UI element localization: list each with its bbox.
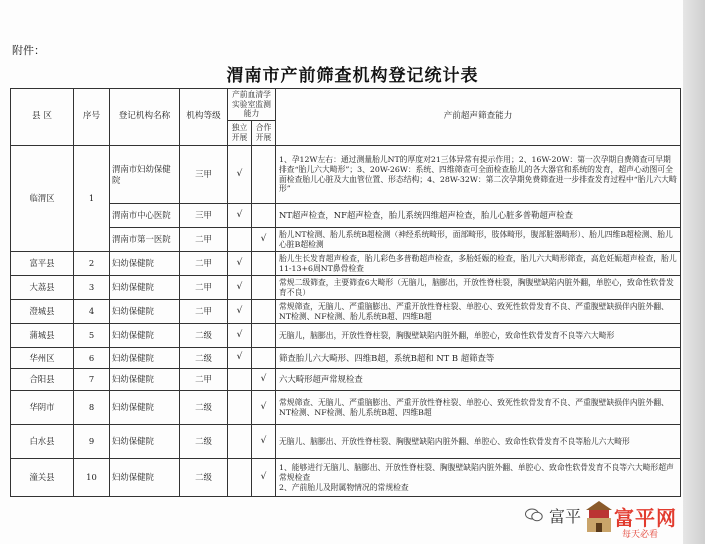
watermark-brand: 富平网	[614, 506, 677, 530]
capability-cell: 常规筛查，无脑儿、严重脑膨出、严重开放性脊柱裂、单腔心、致死性软骨发育不良、严重腹壁缺损伴内脏外翻、NT检测、NF检测、胎儿系统B超、四维B超	[276, 300, 681, 324]
table-row	[11, 324, 681, 348]
county-cell: 富平县	[11, 252, 74, 276]
level-cell: 二甲	[180, 369, 228, 391]
county-cell: 大荔县	[11, 276, 74, 300]
city-gate-icon	[584, 498, 614, 534]
level-cell: 二级	[180, 425, 228, 459]
county-cell: 合阳县	[11, 369, 74, 391]
table-row	[11, 276, 681, 300]
number-cell: 4	[74, 300, 110, 324]
table-row	[11, 425, 681, 459]
level-cell: 三甲	[180, 146, 228, 204]
table-row	[11, 459, 681, 497]
header-lab-group: 产前血清学实验室监测能力	[228, 89, 276, 121]
header-ultrasound: 产前超声筛查能力	[276, 89, 681, 146]
number-cell: 5	[74, 324, 110, 348]
independent-check: √	[228, 324, 252, 348]
header-independent: 独立开展	[228, 121, 252, 146]
institution-cell: 妇幼保健院	[110, 252, 180, 276]
watermark-slogan: 每天必看	[622, 530, 659, 540]
county-cell: 蒲城县	[11, 324, 74, 348]
institution-cell: 妇幼保健院	[110, 348, 180, 369]
capability-cell: 常规二级筛查，主要筛查6大畸形（无脑儿，脑膨出，开放性脊柱裂，胸腹壁缺陷内脏外翻，单腔心，致命性软骨发育不良）	[276, 276, 681, 300]
cooperative-check	[252, 276, 276, 300]
independent-check: √	[228, 276, 252, 300]
level-cell: 二级	[180, 391, 228, 425]
page-title: 渭南市产前筛查机构登记统计表	[226, 66, 479, 86]
capability-cell: 胎儿NT检测、胎儿系统B超检测（神经系统畸形，面部畸形，肢体畸形，腹部脏器畸形）、胎儿四维B超检测、胎儿心脏B超检测	[276, 228, 681, 252]
institution-cell: 妇幼保健院	[110, 369, 180, 391]
level-cell: 二甲	[180, 252, 228, 276]
independent-check: √	[228, 252, 252, 276]
table-row	[11, 204, 681, 228]
capability-cell: 1、能够进行无脑儿、脑膨出、开放性脊柱裂、胸腹壁缺陷内脏外翻、单腔心、致命性软骨发育不良等六大畸形超声常规检查 2、产前胎儿及附属物情况的常规检查	[276, 459, 681, 497]
table-row	[11, 348, 681, 369]
institution-cell: 妇幼保健院	[110, 276, 180, 300]
independent-check	[228, 369, 252, 391]
capability-cell: 常规筛查、无脑儿、严重脑膨出、严重开放性脊柱裂、单腔心、致死性软骨发育不良、严重腹壁缺损伴内脏外翻、NT检测、NF检测、胎儿系统B超、四维B超	[276, 391, 681, 425]
cooperative-check: √	[252, 391, 276, 425]
institution-cell: 妇幼保健院	[110, 324, 180, 348]
capability-cell: 1、孕12W左右：通过测量胎儿NT的厚度对21三体异常有提示作用；2、16W-20W：第一次孕期自费筛查可早期排查“胎儿六大畸形”；3、20W-26W：系统、四维筛查可全面检查胎儿的各大器官和系统的发育，超声心动图可全面检查胎儿心脏及大血管位置、形态结构；4、28W-32W：第二次孕期免费筛查进一步排查发育过程中“胎儿六大畸形”	[276, 146, 681, 204]
header-no: 序号	[74, 89, 110, 146]
county-cell: 澄城县	[11, 300, 74, 324]
capability-cell: 筛查胎儿六大畸形、四维B超，系统B超和 NT B 超筛查等	[276, 348, 681, 369]
independent-check: √	[228, 348, 252, 369]
level-cell: 二级	[180, 324, 228, 348]
capability-cell: NT超声检查，NF超声检查，胎儿系统四维超声检查，胎儿心脏多普勒超声检查	[276, 204, 681, 228]
independent-check	[228, 459, 252, 497]
level-cell: 二甲	[180, 300, 228, 324]
attachment-label: 附件：	[12, 44, 45, 57]
level-cell: 二级	[180, 348, 228, 369]
institution-cell: 渭南市第一医院	[110, 228, 180, 252]
level-cell: 二甲	[180, 228, 228, 252]
number-cell: 6	[74, 348, 110, 369]
number-cell: 3	[74, 276, 110, 300]
independent-check: √	[228, 146, 252, 204]
institution-cell: 妇幼保健院	[110, 300, 180, 324]
cooperative-check	[252, 324, 276, 348]
cooperative-check: √	[252, 425, 276, 459]
independent-check	[228, 425, 252, 459]
independent-check: √	[228, 300, 252, 324]
table-row	[11, 228, 681, 252]
institution-cell: 渭南市妇幼保健院	[110, 146, 180, 204]
institution-cell: 妇幼保健院	[110, 425, 180, 459]
cooperative-check	[252, 204, 276, 228]
cooperative-check	[252, 300, 276, 324]
header-institution: 登记机构名称	[110, 89, 180, 146]
cooperative-check: √	[252, 369, 276, 391]
independent-check	[228, 391, 252, 425]
number-cell: 9	[74, 425, 110, 459]
level-cell: 二甲	[180, 276, 228, 300]
header-cooperative: 合作开展	[252, 121, 276, 146]
table-row	[11, 252, 681, 276]
cooperative-check	[252, 348, 276, 369]
level-cell: 二级	[180, 459, 228, 497]
capability-cell: 六大畸形超声常规检查	[276, 369, 681, 391]
county-cell: 华阴市	[11, 391, 74, 425]
county-cell: 华州区	[11, 348, 74, 369]
county-cell: 潼关县	[11, 459, 74, 497]
table-row	[11, 146, 681, 204]
number-cell: 10	[74, 459, 110, 497]
number-cell: 1	[74, 146, 110, 252]
institution-cell: 妇幼保健院	[110, 391, 180, 425]
independent-check	[228, 228, 252, 252]
capability-cell: 胎儿生长发育超声检查，胎儿彩色多普勒超声检查，多胎妊娠的检查，胎儿六大畸形筛查，高危妊娠超声检查，胎儿11-13+6周NT鼻骨检查	[276, 252, 681, 276]
table-row	[11, 300, 681, 324]
cooperative-check	[252, 146, 276, 204]
registration-table	[10, 88, 681, 497]
cooperative-check	[252, 252, 276, 276]
institution-cell: 妇幼保健院	[110, 459, 180, 497]
number-cell: 7	[74, 369, 110, 391]
capability-cell: 无脑儿、脑膨出、开放性脊柱裂、胸腹壁缺陷内脏外翻、单腔心、致命性软骨发育不良等胎儿六大畸形	[276, 425, 681, 459]
table-row	[11, 369, 681, 391]
watermark-account-name: 富平	[549, 507, 582, 526]
independent-check: √	[228, 204, 252, 228]
header-level: 机构等级	[180, 89, 228, 146]
institution-cell: 渭南市中心医院	[110, 204, 180, 228]
cooperative-check: √	[252, 459, 276, 497]
county-cell: 临渭区	[11, 146, 74, 252]
number-cell: 8	[74, 391, 110, 425]
wechat-icon	[525, 508, 543, 522]
header-county: 县 区	[11, 89, 74, 146]
cooperative-check: √	[252, 228, 276, 252]
county-cell: 白水县	[11, 425, 74, 459]
capability-cell: 无脑儿，脑膨出，开放性脊柱裂，胸腹壁缺陷内脏外翻，单腔心，致命性软骨发育不良等六大畸形	[276, 324, 681, 348]
table-row	[11, 391, 681, 425]
level-cell: 三甲	[180, 204, 228, 228]
number-cell: 2	[74, 252, 110, 276]
